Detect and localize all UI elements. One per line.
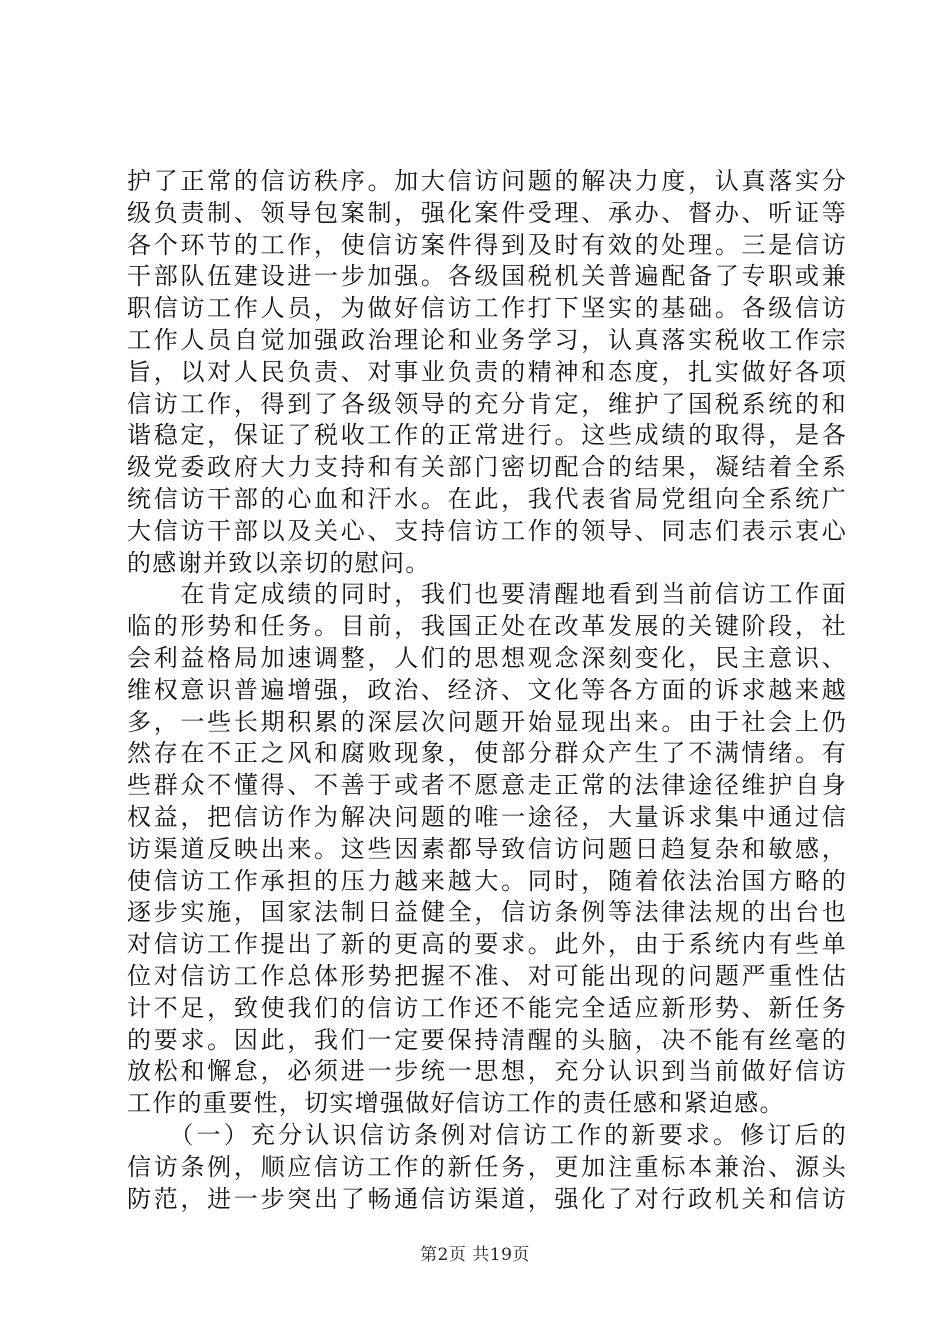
text-line: 计不足，致使我们的信访工作还不能完全适应新形势、新任务 <box>127 993 847 1022</box>
text-line: 放松和懈怠，必须进一步统一思想，充分认识到当前做好信访 <box>127 1057 847 1086</box>
text-line: 访渠道反映出来。这些因素都导致信访问题日趋复杂和敏感， <box>127 834 847 863</box>
page-number: 第2页 共19页 <box>420 1245 530 1265</box>
text-line: 信访工作，得到了各级领导的充分肯定，维护了国税系统的和 <box>127 389 847 418</box>
text-line: 级负责制、领导包案制，强化案件受理、承办、督办、听证等 <box>127 198 847 227</box>
text-line: 维权意识普遍增强，政治、经济、文化等各方面的诉求越来越 <box>127 675 847 704</box>
text-line: 谐稳定，保证了税收工作的正常进行。这些成绩的取得，是各 <box>127 421 847 450</box>
text-line: 级党委政府大力支持和有关部门密切配合的结果，凝结着全系 <box>127 453 847 482</box>
text-line: 干部队伍建设进一步加强。各级国税机关普遍配备了专职或兼 <box>127 262 847 291</box>
text-line: （一）充分认识信访条例对信访工作的新要求。修订后的 <box>127 1120 847 1149</box>
text-line: 位对信访工作总体形势把握不准、对可能出现的问题严重性估 <box>127 961 847 990</box>
text-line: 多，一些长期积累的深层次问题开始显现出来。由于社会上仍 <box>127 707 847 736</box>
text-line: 然存在不正之风和腐败现象，使部分群众产生了不满情绪。有 <box>127 739 847 768</box>
text-line: 的要求。因此，我们一定要保持清醒的头脑，决不能有丝毫的 <box>127 1025 847 1054</box>
text-line: 使信访工作承担的压力越来越大。同时，随着依法治国方略的 <box>127 866 847 895</box>
text-line: 的感谢并致以亲切的慰问。 <box>127 548 431 577</box>
text-line: 职信访工作人员，为做好信访工作打下坚实的基础。各级信访 <box>127 294 847 323</box>
text-line: 权益，把信访作为解决问题的唯一途径，大量诉求集中通过信 <box>127 802 847 831</box>
text-line: 临的形势和任务。目前，我国正处在改革发展的关键阶段，社 <box>127 612 847 641</box>
text-line: 大信访干部以及关心、支持信访工作的领导、同志们表示衷心 <box>127 516 847 545</box>
text-line: 工作人员自觉加强政治理论和业务学习，认真落实税收工作宗 <box>127 325 847 354</box>
text-line: 些群众不懂得、不善于或者不愿意走正常的法律途径维护自身 <box>127 771 847 800</box>
text-line: 统信访干部的心血和汗水。在此，我代表省局党组向全系统广 <box>127 484 847 513</box>
text-line: 各个环节的工作，使信访案件得到及时有效的处理。三是信访 <box>127 230 847 259</box>
text-line: 防范，进一步突出了畅通信访渠道，强化了对行政机关和信访 <box>127 1184 847 1213</box>
text-line: 工作的重要性，切实增强做好信访工作的责任感和紧迫感。 <box>127 1089 785 1118</box>
text-line: 护了正常的信访秩序。加大信访问题的解决力度，认真落实分 <box>127 167 847 195</box>
text-line: 旨，以对人民负责、对事业负责的精神和态度，扎实做好各项 <box>127 357 847 386</box>
text-line: 逐步实施，国家法制日益健全，信访条例等法律法规的出台也 <box>127 898 847 927</box>
text-line: 会利益格局加速调整，人们的思想观念深刻变化，民主意识、 <box>127 643 847 672</box>
text-line: 信访条例，顺应信访工作的新任务，更加注重标本兼治、源头 <box>127 1152 847 1181</box>
text-line: 在肯定成绩的同时，我们也要清醒地看到当前信访工作面 <box>127 580 847 609</box>
text-line: 对信访工作提出了新的更高的要求。此外，由于系统内有些单 <box>127 930 847 959</box>
document-body <box>127 166 847 1215</box>
